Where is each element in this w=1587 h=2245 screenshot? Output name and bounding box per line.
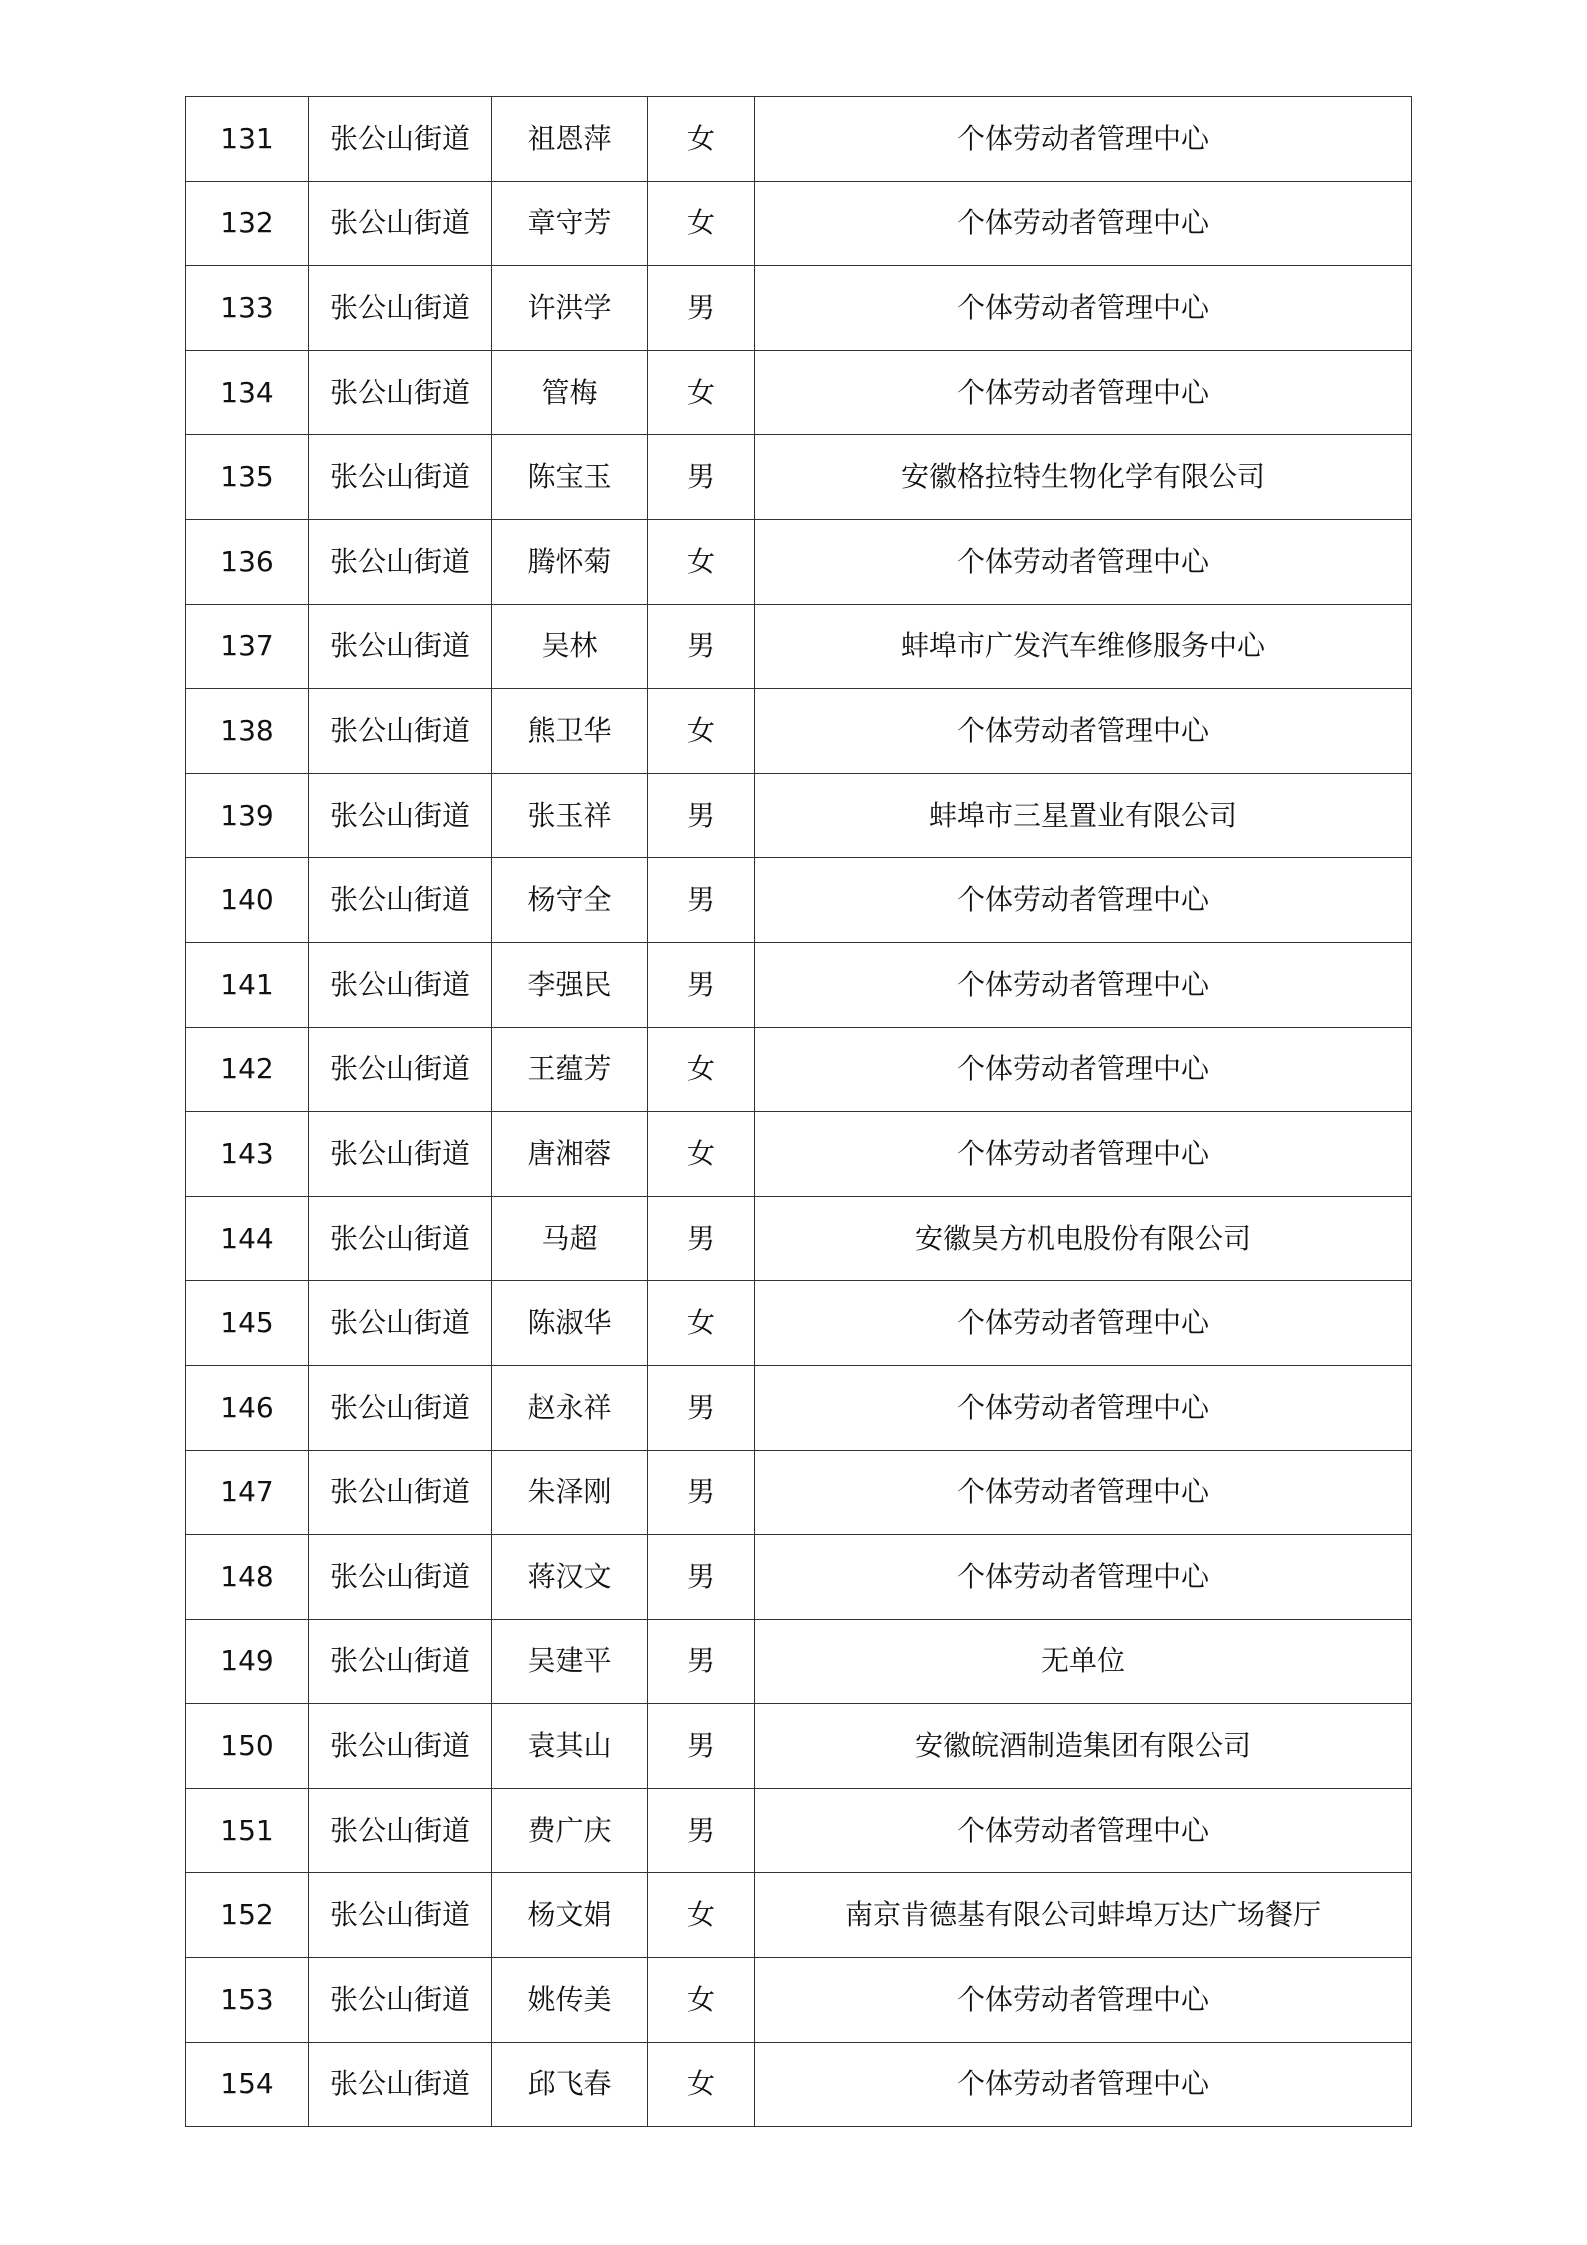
person-name-cell: 杨守全 [492,858,648,943]
gender-cell: 男 [648,1535,755,1620]
row-number-cell: 135 [186,435,309,520]
gender-cell: 男 [648,942,755,1027]
work-unit-cell: 个体劳动者管理中心 [755,942,1412,1027]
work-unit-cell: 个体劳动者管理中心 [755,1958,1412,2043]
gender-cell: 男 [648,604,755,689]
table-row [186,1958,1412,2043]
table-row [186,1281,1412,1366]
person-name-cell: 吴建平 [492,1619,648,1704]
row-number-cell: 148 [186,1535,309,1620]
work-unit-cell: 蚌埠市三星置业有限公司 [755,773,1412,858]
street-cell: 张公山街道 [309,1450,492,1535]
street-cell: 张公山街道 [309,689,492,774]
gender-cell: 男 [648,773,755,858]
person-name-cell: 邱飞春 [492,2042,648,2127]
row-number-cell: 133 [186,266,309,351]
work-unit-cell: 个体劳动者管理中心 [755,858,1412,943]
work-unit-cell: 安徽格拉特生物化学有限公司 [755,435,1412,520]
gender-cell: 女 [648,181,755,266]
person-name-cell: 熊卫华 [492,689,648,774]
work-unit-cell: 个体劳动者管理中心 [755,1365,1412,1450]
table-row [186,1873,1412,1958]
gender-cell: 女 [648,97,755,182]
gender-cell: 女 [648,519,755,604]
gender-cell: 女 [648,689,755,774]
street-cell: 张公山街道 [309,97,492,182]
street-cell: 张公山街道 [309,1958,492,2043]
street-cell: 张公山街道 [309,435,492,520]
person-name-cell: 朱泽刚 [492,1450,648,1535]
table-row [186,435,1412,520]
gender-cell: 男 [648,1365,755,1450]
table-row [186,1112,1412,1197]
row-number-cell: 149 [186,1619,309,1704]
person-name-cell: 马超 [492,1196,648,1281]
work-unit-cell: 个体劳动者管理中心 [755,350,1412,435]
work-unit-cell: 无单位 [755,1619,1412,1704]
street-cell: 张公山街道 [309,1281,492,1366]
person-name-cell: 张玉祥 [492,773,648,858]
street-cell: 张公山街道 [309,773,492,858]
roster-table-body [186,97,1412,2127]
row-number-cell: 141 [186,942,309,1027]
work-unit-cell: 个体劳动者管理中心 [755,1281,1412,1366]
row-number-cell: 144 [186,1196,309,1281]
table-row [186,97,1412,182]
person-name-cell: 王蕴芳 [492,1027,648,1112]
row-number-cell: 137 [186,604,309,689]
row-number-cell: 147 [186,1450,309,1535]
table-row [186,1450,1412,1535]
gender-cell: 男 [648,1788,755,1873]
work-unit-cell: 个体劳动者管理中心 [755,97,1412,182]
row-number-cell: 143 [186,1112,309,1197]
person-name-cell: 袁其山 [492,1704,648,1789]
table-row [186,1788,1412,1873]
row-number-cell: 150 [186,1704,309,1789]
person-name-cell: 杨文娟 [492,1873,648,1958]
street-cell: 张公山街道 [309,604,492,689]
table-row [186,1535,1412,1620]
person-name-cell: 许洪学 [492,266,648,351]
roster-table [185,96,1412,2127]
row-number-cell: 151 [186,1788,309,1873]
row-number-cell: 140 [186,858,309,943]
work-unit-cell: 安徽昊方机电股份有限公司 [755,1196,1412,1281]
street-cell: 张公山街道 [309,519,492,604]
gender-cell: 女 [648,1958,755,2043]
person-name-cell: 赵永祥 [492,1365,648,1450]
table-row [186,604,1412,689]
row-number-cell: 139 [186,773,309,858]
table-row [186,1365,1412,1450]
table-row [186,519,1412,604]
person-name-cell: 陈淑华 [492,1281,648,1366]
table-row [186,1619,1412,1704]
street-cell: 张公山街道 [309,1112,492,1197]
work-unit-cell: 个体劳动者管理中心 [755,266,1412,351]
person-name-cell: 腾怀菊 [492,519,648,604]
work-unit-cell: 安徽皖酒制造集团有限公司 [755,1704,1412,1789]
person-name-cell: 祖恩萍 [492,97,648,182]
work-unit-cell: 个体劳动者管理中心 [755,1112,1412,1197]
work-unit-cell: 个体劳动者管理中心 [755,1788,1412,1873]
table-row [186,773,1412,858]
street-cell: 张公山街道 [309,1535,492,1620]
work-unit-cell: 蚌埠市广发汽车维修服务中心 [755,604,1412,689]
street-cell: 张公山街道 [309,181,492,266]
work-unit-cell: 个体劳动者管理中心 [755,1027,1412,1112]
gender-cell: 男 [648,858,755,943]
row-number-cell: 153 [186,1958,309,2043]
street-cell: 张公山街道 [309,1788,492,1873]
table-row [186,1027,1412,1112]
table-row [186,181,1412,266]
table-row [186,266,1412,351]
street-cell: 张公山街道 [309,1873,492,1958]
gender-cell: 女 [648,1281,755,1366]
person-name-cell: 费广庆 [492,1788,648,1873]
gender-cell: 男 [648,266,755,351]
gender-cell: 男 [648,1619,755,1704]
person-name-cell: 李强民 [492,942,648,1027]
row-number-cell: 152 [186,1873,309,1958]
street-cell: 张公山街道 [309,1365,492,1450]
gender-cell: 女 [648,350,755,435]
row-number-cell: 154 [186,2042,309,2127]
person-name-cell: 陈宝玉 [492,435,648,520]
street-cell: 张公山街道 [309,2042,492,2127]
person-name-cell: 吴林 [492,604,648,689]
street-cell: 张公山街道 [309,1027,492,1112]
person-name-cell: 蒋汉文 [492,1535,648,1620]
row-number-cell: 136 [186,519,309,604]
table-row [186,689,1412,774]
table-row [186,858,1412,943]
work-unit-cell: 个体劳动者管理中心 [755,519,1412,604]
work-unit-cell: 个体劳动者管理中心 [755,2042,1412,2127]
table-row [186,942,1412,1027]
gender-cell: 男 [648,1196,755,1281]
row-number-cell: 134 [186,350,309,435]
gender-cell: 男 [648,1450,755,1535]
gender-cell: 女 [648,1873,755,1958]
person-name-cell: 管梅 [492,350,648,435]
gender-cell: 女 [648,2042,755,2127]
work-unit-cell: 个体劳动者管理中心 [755,1450,1412,1535]
street-cell: 张公山街道 [309,1704,492,1789]
table-row [186,1704,1412,1789]
gender-cell: 女 [648,1027,755,1112]
work-unit-cell: 个体劳动者管理中心 [755,689,1412,774]
work-unit-cell: 南京肯德基有限公司蚌埠万达广场餐厅 [755,1873,1412,1958]
gender-cell: 女 [648,1112,755,1197]
person-name-cell: 章守芳 [492,181,648,266]
gender-cell: 男 [648,1704,755,1789]
street-cell: 张公山街道 [309,1196,492,1281]
person-name-cell: 姚传美 [492,1958,648,2043]
row-number-cell: 132 [186,181,309,266]
work-unit-cell: 个体劳动者管理中心 [755,1535,1412,1620]
street-cell: 张公山街道 [309,942,492,1027]
row-number-cell: 146 [186,1365,309,1450]
row-number-cell: 142 [186,1027,309,1112]
street-cell: 张公山街道 [309,1619,492,1704]
work-unit-cell: 个体劳动者管理中心 [755,181,1412,266]
street-cell: 张公山街道 [309,350,492,435]
street-cell: 张公山街道 [309,858,492,943]
person-name-cell: 唐湘蓉 [492,1112,648,1197]
table-row [186,350,1412,435]
table-row [186,1196,1412,1281]
row-number-cell: 138 [186,689,309,774]
row-number-cell: 131 [186,97,309,182]
gender-cell: 男 [648,435,755,520]
street-cell: 张公山街道 [309,266,492,351]
table-row [186,2042,1412,2127]
row-number-cell: 145 [186,1281,309,1366]
